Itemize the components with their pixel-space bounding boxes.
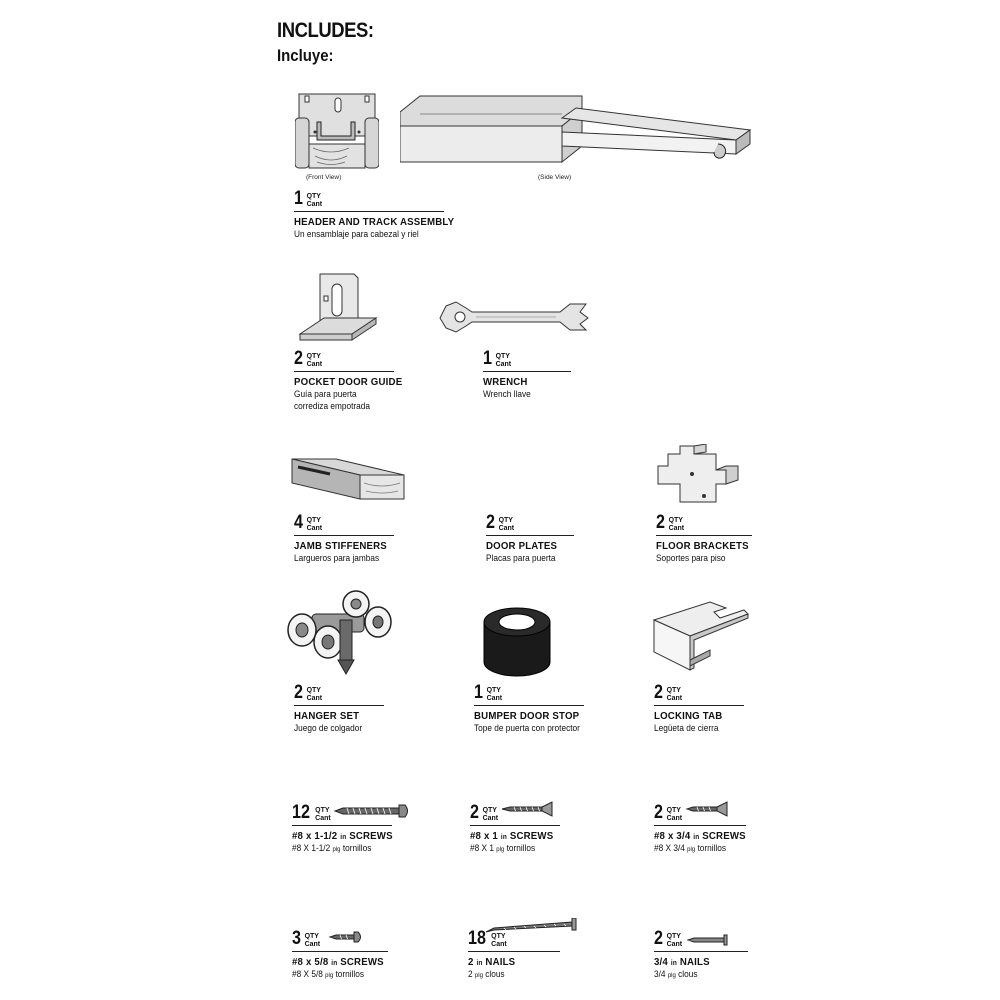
item-hanger-set: [294, 682, 384, 734]
quantity-value: 2: [656, 512, 665, 533]
unit-plg: plg: [667, 972, 676, 979]
item-name-spanish: [654, 843, 739, 854]
item-name-spanish: Wrench llave: [483, 389, 531, 399]
unit-plg: plg: [332, 846, 341, 853]
size-value-spanish: 2: [468, 969, 473, 979]
pocket-door-guide-icon: [298, 272, 378, 346]
cant-label: Cant: [498, 524, 515, 532]
size-value: #8 x 1: [470, 830, 498, 842]
item-name-spanish: Tope de puerta con protector: [474, 723, 580, 733]
item-screws-3-4-in: [654, 802, 746, 854]
item-screws-5-8-in: [292, 928, 388, 980]
item-type: SCREWS: [509, 830, 554, 842]
divider: [486, 535, 574, 536]
item-type: SCREWS: [340, 956, 384, 968]
quantity-value: 1: [294, 188, 303, 209]
size-value: #8 x 3/4: [654, 830, 691, 842]
quantity-value: 2: [486, 512, 495, 533]
item-locking-tab: [654, 682, 744, 734]
item-header-track-assembly: [294, 188, 455, 240]
unit-plg: plg: [496, 846, 505, 853]
qty-label: QTY: [482, 807, 497, 815]
item-name: POCKET DOOR GUIDE: [294, 376, 403, 388]
quantity-value: 1: [474, 682, 483, 703]
unit-in: in: [500, 834, 507, 841]
item-type-spanish: tornillos: [506, 843, 536, 853]
divider: [483, 371, 571, 372]
qty-label: QTY: [666, 687, 681, 695]
item-name-spanish: Placas para puerta: [486, 553, 556, 563]
quantity-value: 2: [654, 682, 663, 703]
cant-label: Cant: [306, 360, 323, 368]
item-wrench: [483, 348, 571, 400]
size-value-spanish: #8 X 3/4: [654, 843, 685, 853]
wrench-icon: [436, 298, 590, 336]
item-name-spanish: Juego de colgador: [294, 723, 363, 733]
divider: [474, 705, 584, 706]
front-view-caption: (Front View): [306, 174, 342, 181]
unit-in: in: [331, 960, 338, 967]
item-type-spanish: tornillos: [697, 843, 727, 853]
size-value-spanish: #8 X 1-1/2: [292, 843, 331, 853]
item-bumper-door-stop: [474, 682, 584, 734]
item-name-spanish: [468, 969, 553, 980]
item-pocket-door-guide: [294, 348, 403, 412]
quantity-value: 2: [294, 348, 303, 369]
item-name-spanish: Soportes para piso: [656, 553, 726, 563]
item-name: [654, 830, 746, 842]
quantity-value: 18: [468, 928, 486, 949]
hanger-set-icon: [282, 590, 394, 676]
heading-english: INCLUDES:: [277, 19, 374, 42]
header-track-side-view-icon: [400, 92, 752, 164]
item-name-spanish: Largueros para jambas: [294, 553, 380, 563]
unit-in: in: [340, 834, 347, 841]
quantity-value: 2: [294, 682, 303, 703]
qty-label: QTY: [306, 353, 321, 361]
item-name: BUMPER DOOR STOP: [474, 710, 580, 722]
unit-in: in: [670, 960, 677, 967]
item-type: NAILS: [679, 956, 710, 968]
qty-label: QTY: [306, 517, 321, 525]
quantity-value: 2: [470, 802, 479, 823]
divider: [294, 535, 394, 536]
jamb-stiffener-icon: [290, 455, 408, 501]
cant-label: Cant: [306, 524, 323, 532]
qty-label: QTY: [306, 687, 321, 695]
item-name-spanish-line2: corrediza empotrada: [294, 400, 370, 411]
cant-label: Cant: [495, 360, 512, 368]
divider: [292, 951, 388, 952]
size-value-spanish: 3/4: [654, 969, 666, 979]
item-name: JAMB STIFFENERS: [294, 540, 387, 552]
size-value: #8 x 1-1/2: [292, 830, 338, 842]
cant-label: Cant: [666, 940, 683, 948]
cant-label: Cant: [486, 694, 503, 702]
item-type-spanish: tornillos: [335, 969, 365, 979]
unit-in: in: [476, 960, 483, 967]
item-nails-2-in: [468, 928, 560, 980]
item-jamb-stiffeners: [294, 512, 394, 564]
quantity-value: 12: [292, 802, 310, 823]
divider: [654, 705, 744, 706]
item-name-spanish: Legüeta de cierra: [654, 723, 719, 733]
bumper-door-stop-icon: [482, 604, 552, 678]
item-name: [468, 956, 553, 968]
item-name-spanish: [292, 969, 380, 980]
cant-label: Cant: [491, 940, 507, 948]
item-name: [654, 956, 740, 968]
heading-spanish: Incluye:: [277, 46, 334, 65]
item-name: LOCKING TAB: [654, 710, 723, 722]
qty-label: QTY: [668, 517, 683, 525]
item-nails-3-4-in: [654, 928, 748, 980]
cant-label: Cant: [666, 694, 683, 702]
item-name-spanish: [654, 969, 740, 980]
cant-label: Cant: [482, 814, 499, 822]
item-name: [292, 830, 393, 842]
size-value-spanish: #8 X 5/8: [292, 969, 323, 979]
unit-plg: plg: [687, 846, 696, 853]
qty-label: QTY: [498, 517, 513, 525]
size-value: #8 x 5/8: [292, 956, 329, 968]
header-track-front-view-icon: [295, 92, 379, 172]
item-name-spanish: Guía para puerta: [294, 389, 357, 399]
size-value: 2: [468, 956, 474, 968]
item-name: [470, 830, 553, 842]
unit-plg: plg: [325, 972, 334, 979]
qty-label: QTY: [304, 933, 319, 941]
qty-label: QTY: [666, 807, 681, 815]
quantity-value: 3: [292, 928, 301, 949]
unit-plg: plg: [474, 972, 483, 979]
item-type: SCREWS: [349, 830, 393, 842]
unit-in: in: [693, 834, 700, 841]
item-type-spanish: clous: [678, 969, 698, 979]
quantity-value: 2: [654, 802, 663, 823]
item-type-spanish: tornillos: [342, 843, 372, 853]
item-screws-1-in: [470, 802, 560, 854]
size-value: 3/4: [654, 956, 668, 968]
divider: [294, 371, 394, 372]
cant-label: Cant: [304, 940, 321, 948]
cant-label: Cant: [666, 814, 683, 822]
item-name: HEADER AND TRACK ASSEMBLY: [294, 216, 455, 228]
item-name-spanish: Un ensamblaje para cabezal y riel: [294, 229, 419, 239]
item-name-spanish: [292, 843, 384, 854]
item-name: FLOOR BRACKETS: [656, 540, 749, 552]
divider: [468, 951, 560, 952]
item-name: [292, 956, 384, 968]
divider: [294, 705, 384, 706]
item-type-spanish: clous: [485, 969, 505, 979]
item-type: SCREWS: [702, 830, 746, 842]
floor-bracket-icon: [654, 444, 740, 506]
qty-label: QTY: [306, 193, 321, 201]
item-screws-1-1-2-in: [292, 802, 392, 854]
qty-label: QTY: [666, 933, 681, 941]
item-name: HANGER SET: [294, 710, 360, 722]
item-door-plates: [486, 512, 574, 564]
item-name: WRENCH: [483, 376, 528, 388]
cant-label: Cant: [306, 200, 323, 208]
qty-label: QTY: [315, 807, 330, 815]
divider: [470, 825, 560, 826]
item-type: NAILS: [485, 956, 516, 968]
cant-label: Cant: [668, 524, 685, 532]
item-name: DOOR PLATES: [486, 540, 558, 552]
qty-label: QTY: [495, 353, 510, 361]
quantity-value: 4: [294, 512, 303, 533]
cant-label: Cant: [315, 814, 331, 822]
item-floor-brackets: [656, 512, 752, 564]
includes-heading: [277, 20, 387, 64]
cant-label: Cant: [306, 694, 323, 702]
size-value-spanish: #8 X 1: [470, 843, 494, 853]
divider: [656, 535, 752, 536]
divider: [294, 211, 444, 212]
divider: [654, 825, 746, 826]
side-view-caption: (Side View): [538, 174, 572, 181]
divider: [292, 825, 392, 826]
divider: [654, 951, 748, 952]
quantity-value: 1: [483, 348, 492, 369]
qty-label: QTY: [486, 687, 501, 695]
quantity-value: 2: [654, 928, 663, 949]
qty-label: QTY: [491, 933, 506, 941]
locking-tab-icon: [650, 600, 750, 672]
item-name-spanish: [470, 843, 553, 854]
